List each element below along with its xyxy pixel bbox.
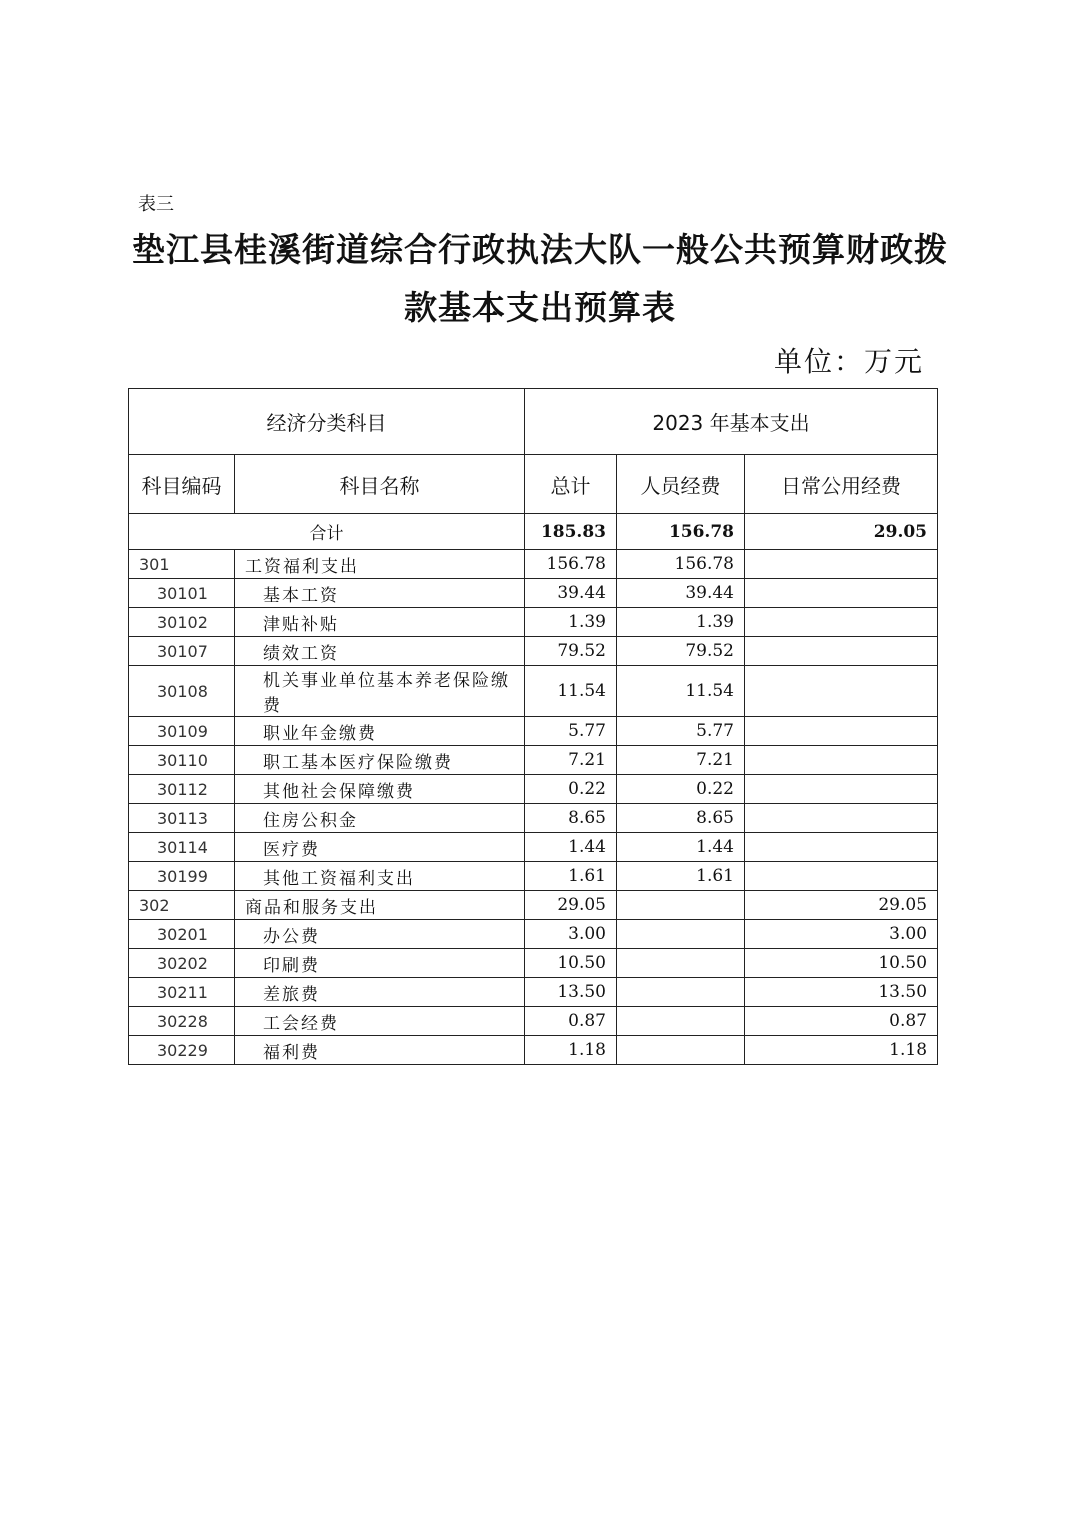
table-row xyxy=(129,1007,938,1036)
table-row xyxy=(129,1036,938,1065)
row-personnel: 79.52 xyxy=(617,637,745,666)
row-total: 1.39 xyxy=(525,608,617,637)
row-total: 11.54 xyxy=(525,666,617,717)
row-total: 13.50 xyxy=(525,978,617,1007)
table-row xyxy=(129,717,938,746)
total-label: 合计 xyxy=(129,514,525,550)
row-personnel: 156.78 xyxy=(617,550,745,579)
row-public xyxy=(745,666,938,717)
row-name: 商品和服务支出 xyxy=(235,891,525,920)
header-code: 科目编码 xyxy=(129,455,235,514)
row-public xyxy=(745,550,938,579)
row-code: 302 xyxy=(129,891,235,920)
header-row-columns xyxy=(129,455,938,514)
row-code: 30102 xyxy=(129,608,235,637)
table-row xyxy=(129,891,938,920)
row-public xyxy=(745,775,938,804)
table-row xyxy=(129,804,938,833)
row-code: 30228 xyxy=(129,1007,235,1036)
row-name: 差旅费 xyxy=(235,978,525,1007)
row-name: 其他工资福利支出 xyxy=(235,862,525,891)
row-name: 印刷费 xyxy=(235,949,525,978)
row-code: 30112 xyxy=(129,775,235,804)
total-row xyxy=(129,514,938,550)
table-row xyxy=(129,949,938,978)
table-row xyxy=(129,608,938,637)
total-personnel: 156.78 xyxy=(617,514,745,550)
header-row-group xyxy=(129,389,938,455)
row-name: 津贴补贴 xyxy=(235,608,525,637)
row-public xyxy=(745,717,938,746)
row-total: 3.00 xyxy=(525,920,617,949)
unit-label: 单位：万元 xyxy=(773,345,924,378)
header-economic-category: 经济分类科目 xyxy=(129,389,525,455)
row-public: 29.05 xyxy=(745,891,938,920)
header-total: 总计 xyxy=(525,455,617,514)
budget-table xyxy=(128,388,938,1065)
row-total: 1.44 xyxy=(525,833,617,862)
total-public: 29.05 xyxy=(745,514,938,550)
row-personnel: 1.39 xyxy=(617,608,745,637)
row-code: 30229 xyxy=(129,1036,235,1065)
row-personnel xyxy=(617,920,745,949)
row-public xyxy=(745,608,938,637)
table-row xyxy=(129,978,938,1007)
row-name: 基本工资 xyxy=(235,579,525,608)
row-code: 30108 xyxy=(129,666,235,717)
row-code: 30201 xyxy=(129,920,235,949)
table-row xyxy=(129,833,938,862)
row-name: 福利费 xyxy=(235,1036,525,1065)
row-personnel xyxy=(617,949,745,978)
row-personnel xyxy=(617,891,745,920)
row-public xyxy=(745,804,938,833)
row-code: 30101 xyxy=(129,579,235,608)
row-personnel: 1.61 xyxy=(617,862,745,891)
row-name: 住房公积金 xyxy=(235,804,525,833)
row-personnel: 8.65 xyxy=(617,804,745,833)
row-personnel: 11.54 xyxy=(617,666,745,717)
table-row xyxy=(129,775,938,804)
row-name: 工会经费 xyxy=(235,1007,525,1036)
row-personnel: 5.77 xyxy=(617,717,745,746)
row-total: 39.44 xyxy=(525,579,617,608)
row-name: 职工基本医疗保险缴费 xyxy=(235,746,525,775)
row-code: 30114 xyxy=(129,833,235,862)
table-row xyxy=(129,920,938,949)
header-personnel: 人员经费 xyxy=(617,455,745,514)
row-code: 30202 xyxy=(129,949,235,978)
row-public xyxy=(745,833,938,862)
row-public xyxy=(745,746,938,775)
row-total: 5.77 xyxy=(525,717,617,746)
row-name: 机关事业单位基本养老保险缴费 xyxy=(235,666,525,717)
row-total: 7.21 xyxy=(525,746,617,775)
table-row xyxy=(129,579,938,608)
row-name: 工资福利支出 xyxy=(235,550,525,579)
row-public xyxy=(745,579,938,608)
row-code: 30211 xyxy=(129,978,235,1007)
row-total: 0.87 xyxy=(525,1007,617,1036)
row-name: 办公费 xyxy=(235,920,525,949)
row-public xyxy=(745,637,938,666)
row-personnel: 0.22 xyxy=(617,775,745,804)
row-total: 8.65 xyxy=(525,804,617,833)
row-public: 10.50 xyxy=(745,949,938,978)
row-total: 29.05 xyxy=(525,891,617,920)
row-personnel: 39.44 xyxy=(617,579,745,608)
table-row xyxy=(129,550,938,579)
row-total: 1.61 xyxy=(525,862,617,891)
table-row xyxy=(129,862,938,891)
row-code: 30109 xyxy=(129,717,235,746)
row-total: 1.18 xyxy=(525,1036,617,1065)
table-row xyxy=(129,746,938,775)
header-basic-expenditure: 2023 年基本支出 xyxy=(525,389,938,455)
table-row xyxy=(129,637,938,666)
header-public: 日常公用经费 xyxy=(745,455,938,514)
row-name: 医疗费 xyxy=(235,833,525,862)
header-name: 科目名称 xyxy=(235,455,525,514)
row-public: 13.50 xyxy=(745,978,938,1007)
row-personnel: 7.21 xyxy=(617,746,745,775)
row-personnel: 1.44 xyxy=(617,833,745,862)
row-code: 30107 xyxy=(129,637,235,666)
row-code: 30113 xyxy=(129,804,235,833)
row-total: 10.50 xyxy=(525,949,617,978)
row-name: 职业年金缴费 xyxy=(235,717,525,746)
page-title-line1: 垫江县桂溪街道综合行政执法大队一般公共预算财政拨 xyxy=(132,230,948,269)
table-label: 表三 xyxy=(138,194,174,215)
row-total: 156.78 xyxy=(525,550,617,579)
row-name: 绩效工资 xyxy=(235,637,525,666)
row-personnel xyxy=(617,1007,745,1036)
row-name: 其他社会保障缴费 xyxy=(235,775,525,804)
total-total: 185.83 xyxy=(525,514,617,550)
row-public xyxy=(745,862,938,891)
table-row xyxy=(129,666,938,717)
row-personnel xyxy=(617,1036,745,1065)
row-total: 0.22 xyxy=(525,775,617,804)
row-public: 0.87 xyxy=(745,1007,938,1036)
row-code: 301 xyxy=(129,550,235,579)
row-public: 3.00 xyxy=(745,920,938,949)
page-title-line2: 款基本支出预算表 xyxy=(404,288,676,327)
row-personnel xyxy=(617,978,745,1007)
row-total: 79.52 xyxy=(525,637,617,666)
row-code: 30110 xyxy=(129,746,235,775)
row-code: 30199 xyxy=(129,862,235,891)
row-public: 1.18 xyxy=(745,1036,938,1065)
